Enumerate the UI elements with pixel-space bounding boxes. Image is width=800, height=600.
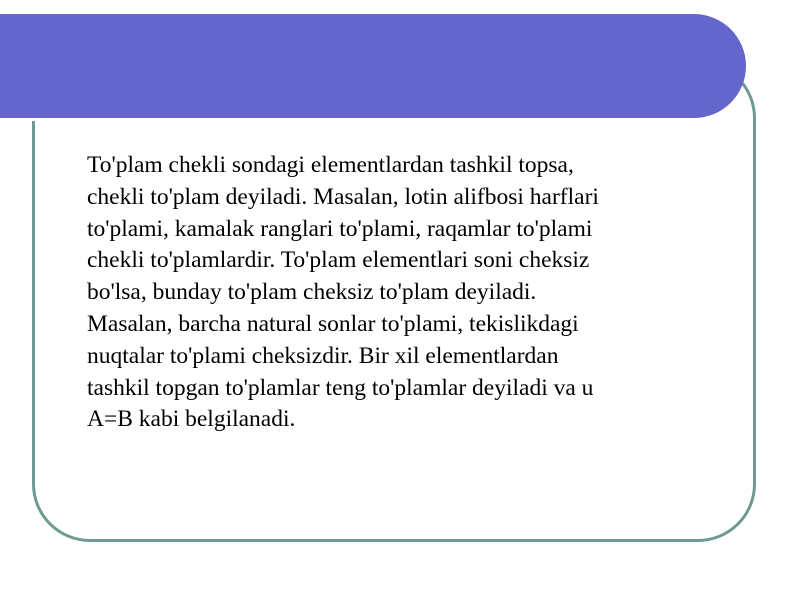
header-divider-line (0, 118, 706, 121)
slide-body-text: To'plam chekli sondagi elementlardan tashkil topsa, chekli to'plam deyiladi. Masalan, lotin alifbosi harflari to'plami, kamalak ranglari to'plami, raqamlar to'plami chekli to'plamlardir. To'plam elementlari soni cheksiz bo'lsa, bunday to'plam cheksiz to'plam deyiladi. Masalan, barcha natural sonlar to'plami, tekislikdagi nuqtalar to'plami cheksizdir. Bir xil elementlardan tashkil topgan to'plamlar teng to'plamlar deyiladi va u A=B kabi belgilanadi. (87, 152, 599, 433)
slide-header-band (0, 14, 746, 118)
